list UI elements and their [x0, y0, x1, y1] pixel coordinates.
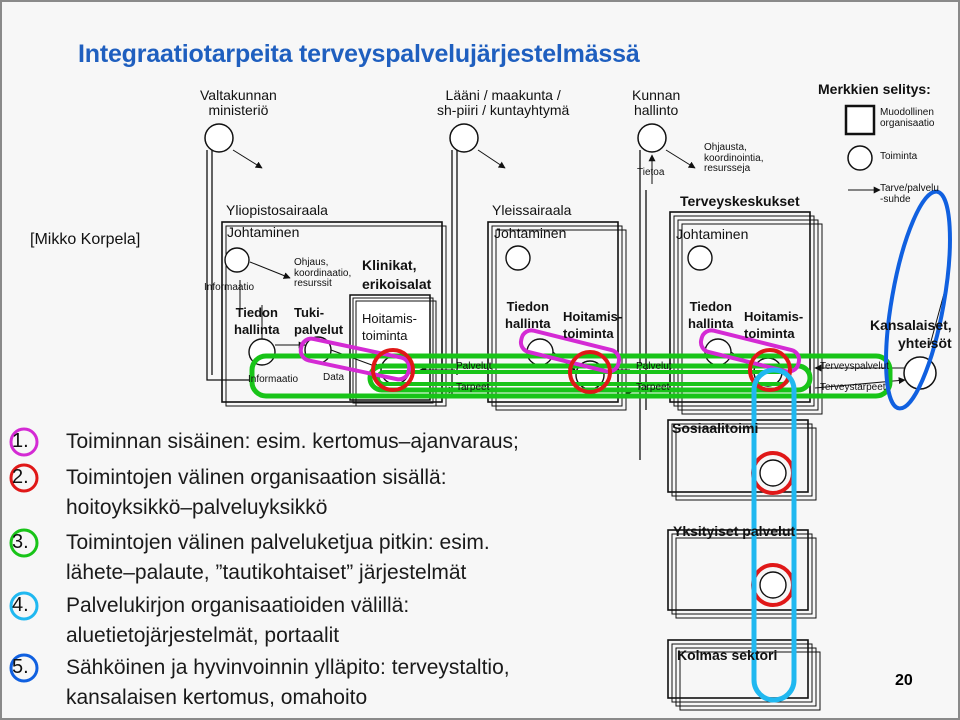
university-clinics: Klinikat, erikoisalat	[362, 257, 432, 292]
author-label: [Mikko Korpela]	[30, 231, 141, 248]
list-number: 1.	[12, 430, 29, 452]
list-number: 5.	[12, 656, 29, 678]
university-info: Informaatio	[204, 282, 255, 293]
list-number: 2.	[12, 466, 29, 488]
health-tietoa: Tietoa	[637, 167, 665, 178]
general-services: Palvelut	[456, 361, 492, 372]
page-number: 20	[895, 672, 913, 689]
municipality-circle	[638, 124, 666, 152]
health-name: Terveyskeskukset	[680, 193, 800, 209]
general-management: Johtaminen	[494, 225, 567, 241]
health-care: Hoitamis- toiminta	[744, 309, 804, 341]
university-data: Data	[323, 372, 345, 383]
level-municipality: Kunnan hallinto	[632, 87, 681, 118]
private-label: Yksityiset palvelut	[673, 523, 796, 539]
list-item: Sähköinen ja hyvinvoinnin ylläpito: terveystaltio,	[66, 656, 510, 679]
general-name: Yleissairaala	[492, 202, 572, 218]
citizens-services: Terveyspalvelut	[820, 361, 889, 372]
general-info-mgmt: Tiedon hallinta	[505, 299, 551, 331]
health-services: Palvelut	[636, 361, 672, 372]
legend-title: Merkkien selitys:	[818, 81, 931, 97]
list-number: 4.	[12, 594, 29, 616]
university-control: Ohjaus, koordinaatio, resurssit	[294, 257, 352, 289]
level-region: Lääni / maakunta / sh-piiri / kuntayhtymä	[437, 87, 570, 118]
university-info2: Informaatio	[248, 374, 299, 385]
university-name: Yliopistosairaala	[226, 202, 328, 218]
health-info-mgmt: Tiedon hallinta	[688, 299, 734, 331]
social-label: Sosiaalitoimi	[672, 420, 759, 436]
third-label: Kolmas sektori	[677, 647, 778, 663]
legend-relation: Tarve/palvelu -suhde	[880, 183, 939, 205]
ministry-circle	[205, 124, 233, 152]
page-title: Integraatiotarpeita terveyspalvelujärjestelmässä	[78, 40, 640, 68]
list-item: Toimintojen välinen organisaation sisällä:	[66, 466, 447, 489]
citizens-name: Kansalaiset, yhteisöt	[869, 317, 952, 351]
university-info-mgmt: Tiedon hallinta	[234, 305, 280, 337]
university-support: Tuki- palvelut	[294, 305, 344, 337]
university-care: Hoitamis- toiminta	[362, 311, 417, 343]
list-item: aluetietojärjestelmät, portaalit	[66, 624, 340, 647]
legend-activity: Toiminta	[880, 151, 918, 162]
list-item: Toimintojen välinen palveluketjua pitkin: esim.	[66, 531, 490, 554]
general-care: Hoitamis- toiminta	[563, 309, 623, 341]
citizens-needs: Terveystarpeet	[820, 382, 886, 393]
list-item: Palvelukirjon organisaatioiden välillä:	[66, 594, 410, 617]
list-item: lähete–palaute, ”tautikohtaiset” järjestelmät	[66, 561, 467, 584]
university-management: Johtaminen	[227, 224, 300, 240]
level-ministry: Valtakunnan ministeriö	[200, 87, 277, 118]
general-needs: Tarpeet	[456, 382, 490, 393]
region-circle	[450, 124, 478, 152]
list-number: 3.	[12, 531, 29, 553]
list-item: kansalaisen kertomus, omahoito	[66, 686, 368, 709]
health-management: Johtaminen	[676, 226, 749, 242]
list-item: Toiminnan sisäinen: esim. kertomus–ajanvaraus;	[66, 430, 519, 453]
health-needs: Tarpeet	[636, 382, 670, 393]
legend-org: Muodollinen organisaatio	[880, 107, 935, 129]
health-control: Ohjausta, koordinointia, resursseja	[704, 142, 764, 174]
list-item: hoitoyksikkö–palveluyksikkö	[66, 496, 328, 519]
